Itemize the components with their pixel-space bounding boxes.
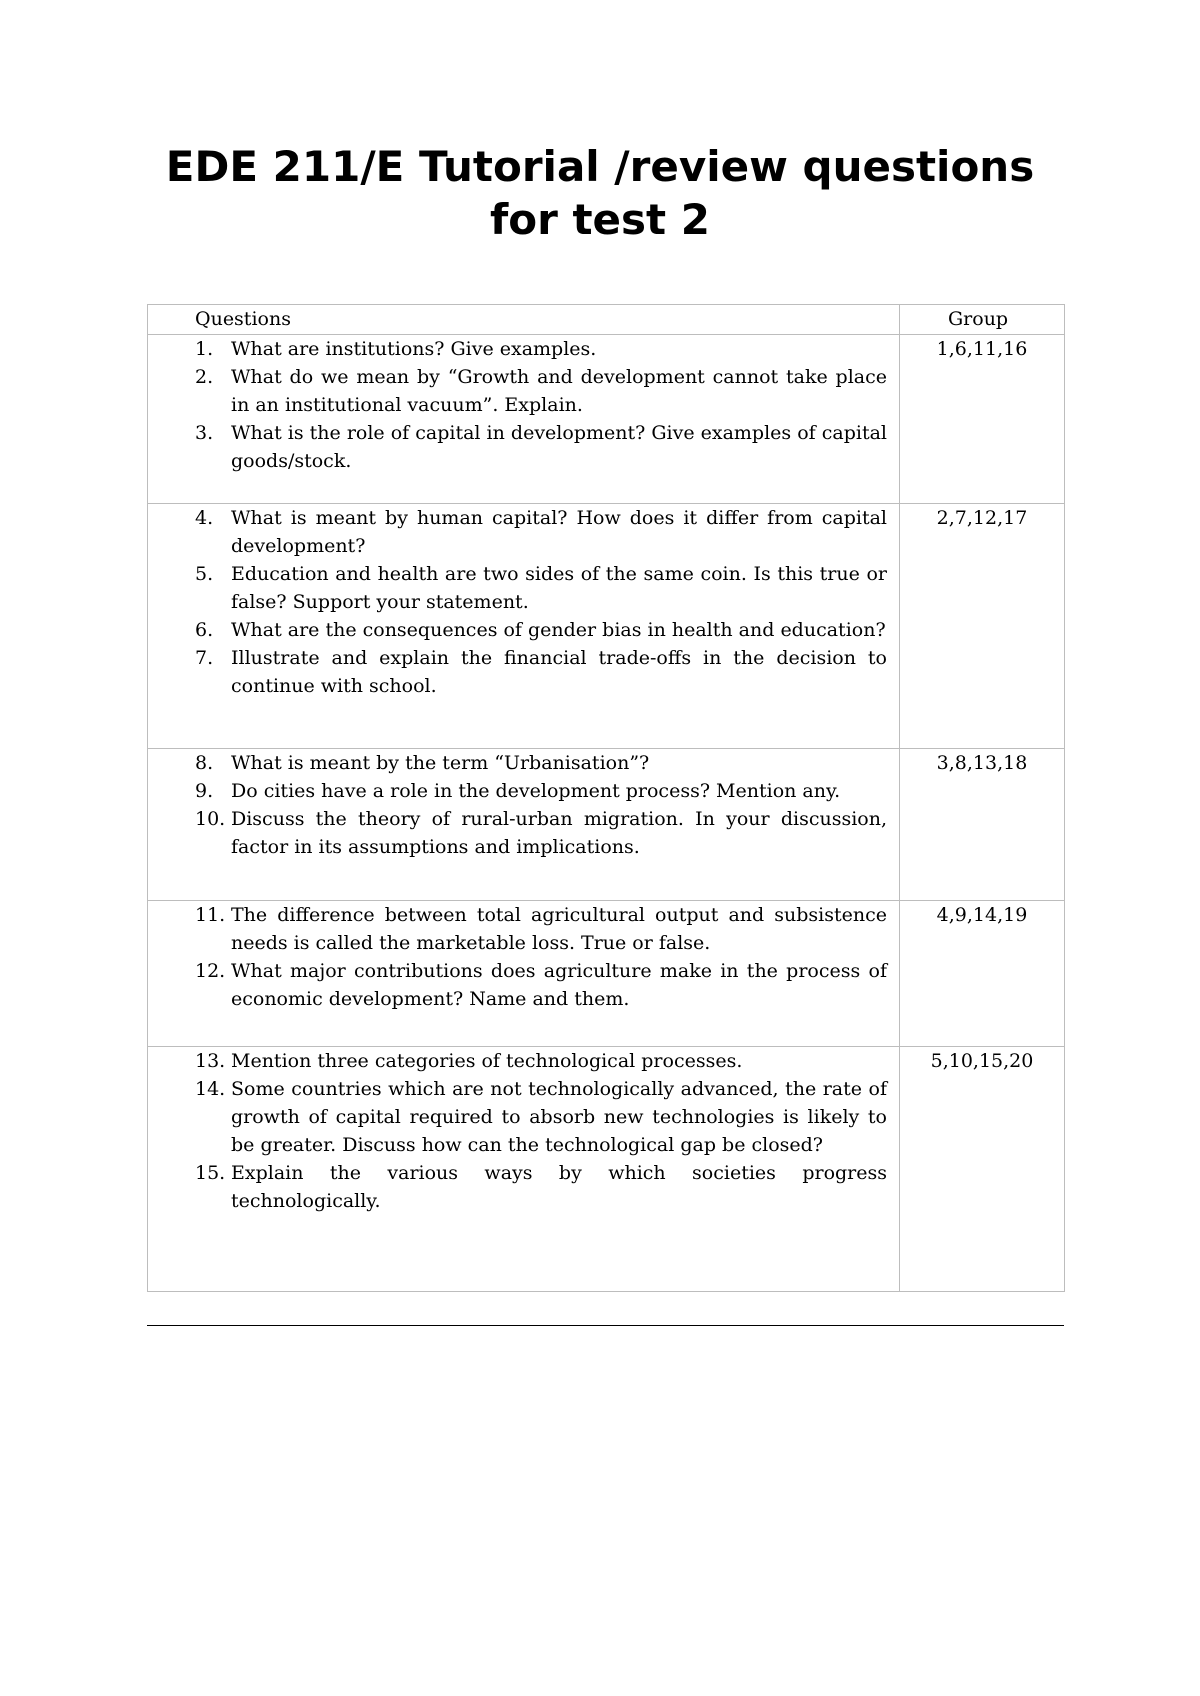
question-number: 3. — [195, 422, 214, 444]
question-number: 5. — [195, 563, 214, 585]
question-list — [195, 335, 887, 475]
table-row — [148, 504, 1065, 749]
questions-column-header: Questions — [148, 305, 900, 335]
question-item — [195, 1159, 887, 1215]
table-header-row — [148, 305, 1065, 335]
question-item — [195, 1047, 887, 1075]
question-number: 14. — [195, 1078, 226, 1100]
question-number: 7. — [195, 647, 214, 669]
questions-cell — [148, 504, 900, 749]
question-item — [195, 777, 887, 805]
question-item — [195, 419, 887, 475]
group-cell: 3,8,13,18 — [900, 749, 1065, 901]
questions-table — [147, 304, 1065, 1292]
question-number: 15. — [195, 1162, 226, 1184]
question-list — [195, 1047, 887, 1215]
question-item — [195, 1075, 887, 1159]
question-number: 2. — [195, 366, 214, 388]
question-text: Education and health are two sides of the same coin. Is this true or false? Support your statement. — [231, 563, 887, 613]
question-text: Illustrate and explain the financial trade-offs in the decision to continue with school. — [231, 647, 887, 697]
question-text: What is meant by the term “Urbanisation”? — [231, 752, 650, 774]
question-number: 11. — [195, 904, 226, 926]
question-number: 1. — [195, 338, 214, 360]
question-number: 13. — [195, 1050, 226, 1072]
question-item — [195, 335, 887, 363]
table-row — [148, 1047, 1065, 1292]
question-item — [195, 901, 887, 957]
question-item — [195, 616, 887, 644]
question-item — [195, 504, 887, 560]
question-number: 8. — [195, 752, 214, 774]
question-text: What are institutions? Give examples. — [231, 338, 597, 360]
question-text: Do cities have a role in the development process? Mention any. — [231, 780, 841, 802]
question-list — [195, 901, 887, 1013]
question-item — [195, 560, 887, 616]
question-list — [195, 749, 887, 861]
question-text: What major contributions does agriculture make in the process of economic development? Name and them. — [231, 960, 887, 1010]
question-item — [195, 644, 887, 700]
group-cell: 1,6,11,16 — [900, 335, 1065, 504]
questions-cell — [148, 901, 900, 1047]
questions-cell — [148, 335, 900, 504]
table-row — [148, 335, 1065, 504]
question-text: Mention three categories of technological processes. — [231, 1050, 743, 1072]
question-item — [195, 805, 887, 861]
question-number: 4. — [195, 507, 214, 529]
question-list — [195, 504, 887, 700]
group-cell: 5,10,15,20 — [900, 1047, 1065, 1292]
group-cell: 2,7,12,17 — [900, 504, 1065, 749]
question-item — [195, 363, 887, 419]
question-text: What are the consequences of gender bias in health and education? — [231, 619, 886, 641]
question-number: 9. — [195, 780, 214, 802]
horizontal-rule — [147, 1325, 1064, 1326]
group-cell: 4,9,14,19 — [900, 901, 1065, 1047]
question-item — [195, 749, 887, 777]
question-number: 10. — [195, 808, 226, 830]
questions-cell — [148, 749, 900, 901]
question-text: Explain the various ways by which societies progress technologically. — [231, 1162, 887, 1212]
question-text: Discuss the theory of rural-urban migration. In your discussion, factor in its assumptions and implications. — [231, 808, 887, 858]
question-number: 6. — [195, 619, 214, 641]
question-text: Some countries which are not technologically advanced, the rate of growth of capital required to absorb new technologies is likely to be greater. Discuss how can the technological gap be closed? — [231, 1078, 887, 1156]
question-text: What is the role of capital in development? Give examples of capital goods/stock. — [231, 422, 887, 472]
page-title: EDE 211/E Tutorial /review questions for test 2 — [165, 142, 1035, 244]
questions-cell — [148, 1047, 900, 1292]
question-number: 12. — [195, 960, 226, 982]
table-row — [148, 901, 1065, 1047]
question-item — [195, 957, 887, 1013]
table-row — [148, 749, 1065, 901]
question-text: The difference between total agricultural output and subsistence needs is called the marketable loss. True or false. — [231, 904, 887, 954]
question-text: What is meant by human capital? How does it differ from capital development? — [231, 507, 887, 557]
question-text: What do we mean by “Growth and development cannot take place in an institutional vacuum”. Explain. — [231, 366, 887, 416]
group-column-header: Group — [900, 305, 1065, 335]
